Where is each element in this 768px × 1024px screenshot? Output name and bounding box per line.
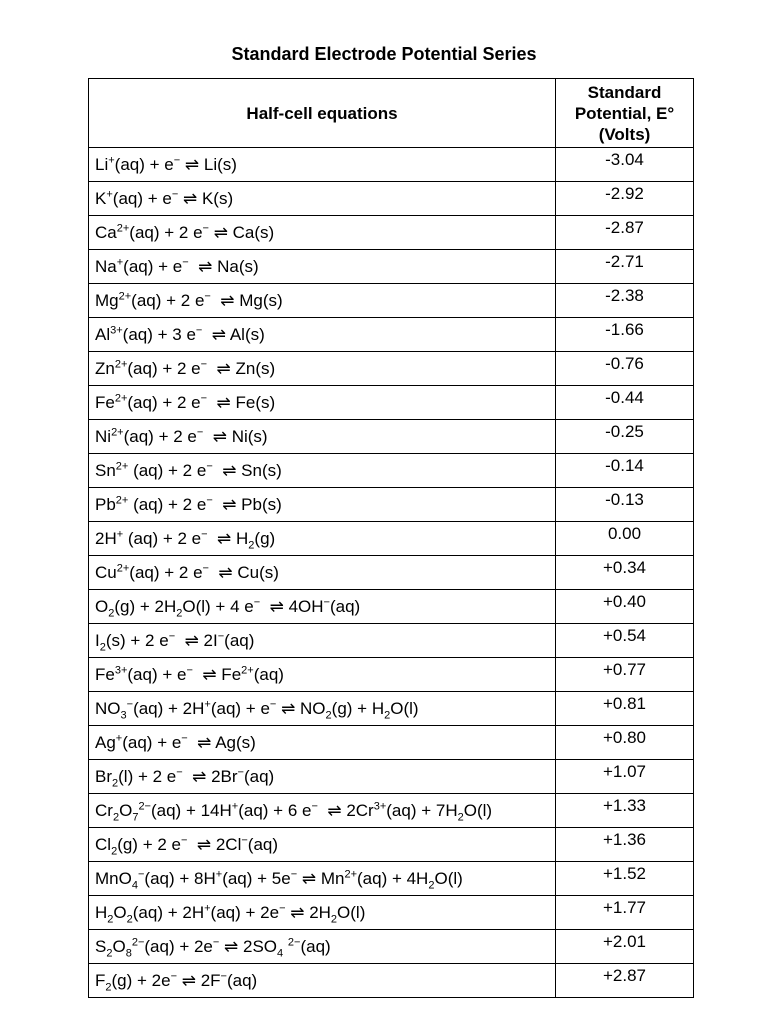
table-row bbox=[89, 284, 694, 318]
half-cell-equation: $H_2O_2(aq) + 2H^+(aq) + 2e^-$ ⇌ $2H_2O(l)$ bbox=[89, 896, 556, 930]
table-row bbox=[89, 930, 694, 964]
standard-potential-value: -0.25 bbox=[556, 420, 694, 454]
table-row bbox=[89, 488, 694, 522]
standard-potential-value: -1.66 bbox=[556, 318, 694, 352]
half-cell-equation: $Br_2(l) + 2$ e− ⇌ 2Br−(aq) bbox=[89, 760, 556, 794]
standard-potential-value: +0.81 bbox=[556, 692, 694, 726]
standard-potential-value: +1.33 bbox=[556, 794, 694, 828]
table-row bbox=[89, 760, 694, 794]
header-half-cell-equations: Half-cell equations bbox=[89, 79, 556, 148]
standard-potential-value: +2.01 bbox=[556, 930, 694, 964]
table-body bbox=[89, 148, 694, 998]
table-row bbox=[89, 896, 694, 930]
standard-potential-value: -0.13 bbox=[556, 488, 694, 522]
header-standard-potential bbox=[556, 79, 694, 148]
page-title: Standard Electrode Potential Series bbox=[231, 44, 537, 64]
half-cell-equation: 2H+ (aq) + 2 e− ⇌ $H_2(g)$ bbox=[89, 522, 556, 556]
table-header-row bbox=[89, 79, 694, 148]
table-row bbox=[89, 964, 694, 998]
half-cell-equation: Ag+(aq) + e− ⇌ Ag(s) bbox=[89, 726, 556, 760]
table-row bbox=[89, 828, 694, 862]
header-potential-line: (Volts) bbox=[598, 124, 651, 144]
standard-potential-value: -2.92 bbox=[556, 182, 694, 216]
half-cell-equation: $Pb^{2+}$ (aq) + 2 e− ⇌ Pb(s) bbox=[89, 488, 556, 522]
electrode-potential-table bbox=[88, 78, 694, 998]
table-row bbox=[89, 420, 694, 454]
half-cell-equation: $Mg^{2+}(aq) + 2$ e− ⇌ Mg(s) bbox=[89, 284, 556, 318]
half-cell-equation: $Zn^{2+}(aq) + 2$ e− ⇌ Zn(s) bbox=[89, 352, 556, 386]
standard-potential-value: +0.77 bbox=[556, 658, 694, 692]
standard-potential-value: -2.38 bbox=[556, 284, 694, 318]
half-cell-equation: $O_2(g) + 2H_2O(l) + 4$ e− ⇌ 4OH−(aq) bbox=[89, 590, 556, 624]
half-cell-equation: Na+(aq) + e− ⇌ Na(s) bbox=[89, 250, 556, 284]
half-cell-equation: $NO_3^-(aq) + 2H^+(aq) + e^-$ ⇌ $NO_2(g) + H_2O(l)$ bbox=[89, 692, 556, 726]
half-cell-equation: $Fe^{3+}(aq) + e^-$ ⇌ $Fe^{2+}(aq)$ bbox=[89, 658, 556, 692]
header-potential-line: Standard bbox=[587, 82, 662, 102]
half-cell-equation: $Cu^{2+}(aq) + 2$ e− ⇌ Cu(s) bbox=[89, 556, 556, 590]
standard-potential-value: +1.36 bbox=[556, 828, 694, 862]
standard-potential-value: -0.14 bbox=[556, 454, 694, 488]
table-row bbox=[89, 352, 694, 386]
standard-potential-value: +0.80 bbox=[556, 726, 694, 760]
table-row bbox=[89, 454, 694, 488]
half-cell-equation: MnO$_4$−(aq) + 8H+(aq) + 5e− ⇌ $Mn^{2+}(aq) + 4H_2O(l)$ bbox=[89, 862, 556, 896]
table-row bbox=[89, 386, 694, 420]
table-row bbox=[89, 148, 694, 182]
half-cell-equation: Li+(aq) + e− ⇌ Li(s) bbox=[89, 148, 556, 182]
half-cell-equation: $Al^{3+}(aq) + 3$ e− ⇌ Al(s) bbox=[89, 318, 556, 352]
header-potential-line: Potential, E° bbox=[574, 103, 675, 123]
standard-potential-value: +2.87 bbox=[556, 964, 694, 998]
standard-potential-value: +1.07 bbox=[556, 760, 694, 794]
table-row bbox=[89, 216, 694, 250]
half-cell-equation: $Ni^{2+}(aq) + 2$ e− ⇌ Ni(s) bbox=[89, 420, 556, 454]
table-row bbox=[89, 318, 694, 352]
standard-potential-value: -0.44 bbox=[556, 386, 694, 420]
table-row bbox=[89, 590, 694, 624]
table-row bbox=[89, 182, 694, 216]
table-row bbox=[89, 692, 694, 726]
half-cell-equation: $Cl_2(g) + 2$ e− ⇌ 2Cl−(aq) bbox=[89, 828, 556, 862]
table-row bbox=[89, 726, 694, 760]
standard-potential-value: +1.52 bbox=[556, 862, 694, 896]
standard-potential-value: -2.71 bbox=[556, 250, 694, 284]
standard-potential-value: +0.34 bbox=[556, 556, 694, 590]
table-row bbox=[89, 250, 694, 284]
half-cell-equation: K+(aq) + e− ⇌ K(s) bbox=[89, 182, 556, 216]
half-cell-equation: $Ca^{2+}(aq) + 2$ e− ⇌ Ca(s) bbox=[89, 216, 556, 250]
half-cell-equation: $I_2(s) + 2$ e− ⇌ 2I−(aq) bbox=[89, 624, 556, 658]
standard-potential-value: -2.87 bbox=[556, 216, 694, 250]
half-cell-equation: $Cr_2O_7^{2-}(aq) + 14H^+(aq) + 6$ e− ⇌ $2Cr^{3+}(aq) + 7H_2O(l)$ bbox=[89, 794, 556, 828]
standard-potential-value: 0.00 bbox=[556, 522, 694, 556]
table-row bbox=[89, 522, 694, 556]
half-cell-equation: $Sn^{2+}$ (aq) + 2 e− ⇌ Sn(s) bbox=[89, 454, 556, 488]
table-row bbox=[89, 658, 694, 692]
half-cell-equation: $F_2(g) + 2e^-$ ⇌ 2F−(aq) bbox=[89, 964, 556, 998]
table-row bbox=[89, 862, 694, 896]
standard-potential-value: +1.77 bbox=[556, 896, 694, 930]
standard-potential-value: +0.54 bbox=[556, 624, 694, 658]
half-cell-equation: $Fe^{2+}(aq) + 2$ e− ⇌ Fe(s) bbox=[89, 386, 556, 420]
standard-potential-value: +0.40 bbox=[556, 590, 694, 624]
table-row bbox=[89, 794, 694, 828]
table-row bbox=[89, 624, 694, 658]
standard-potential-value: -0.76 bbox=[556, 352, 694, 386]
table-row bbox=[89, 556, 694, 590]
standard-potential-value: -3.04 bbox=[556, 148, 694, 182]
half-cell-equation: $S_2O_8^{2-}(aq) + 2e^-$ ⇌ $2SO_4$ $^{2-}$(aq) bbox=[89, 930, 556, 964]
